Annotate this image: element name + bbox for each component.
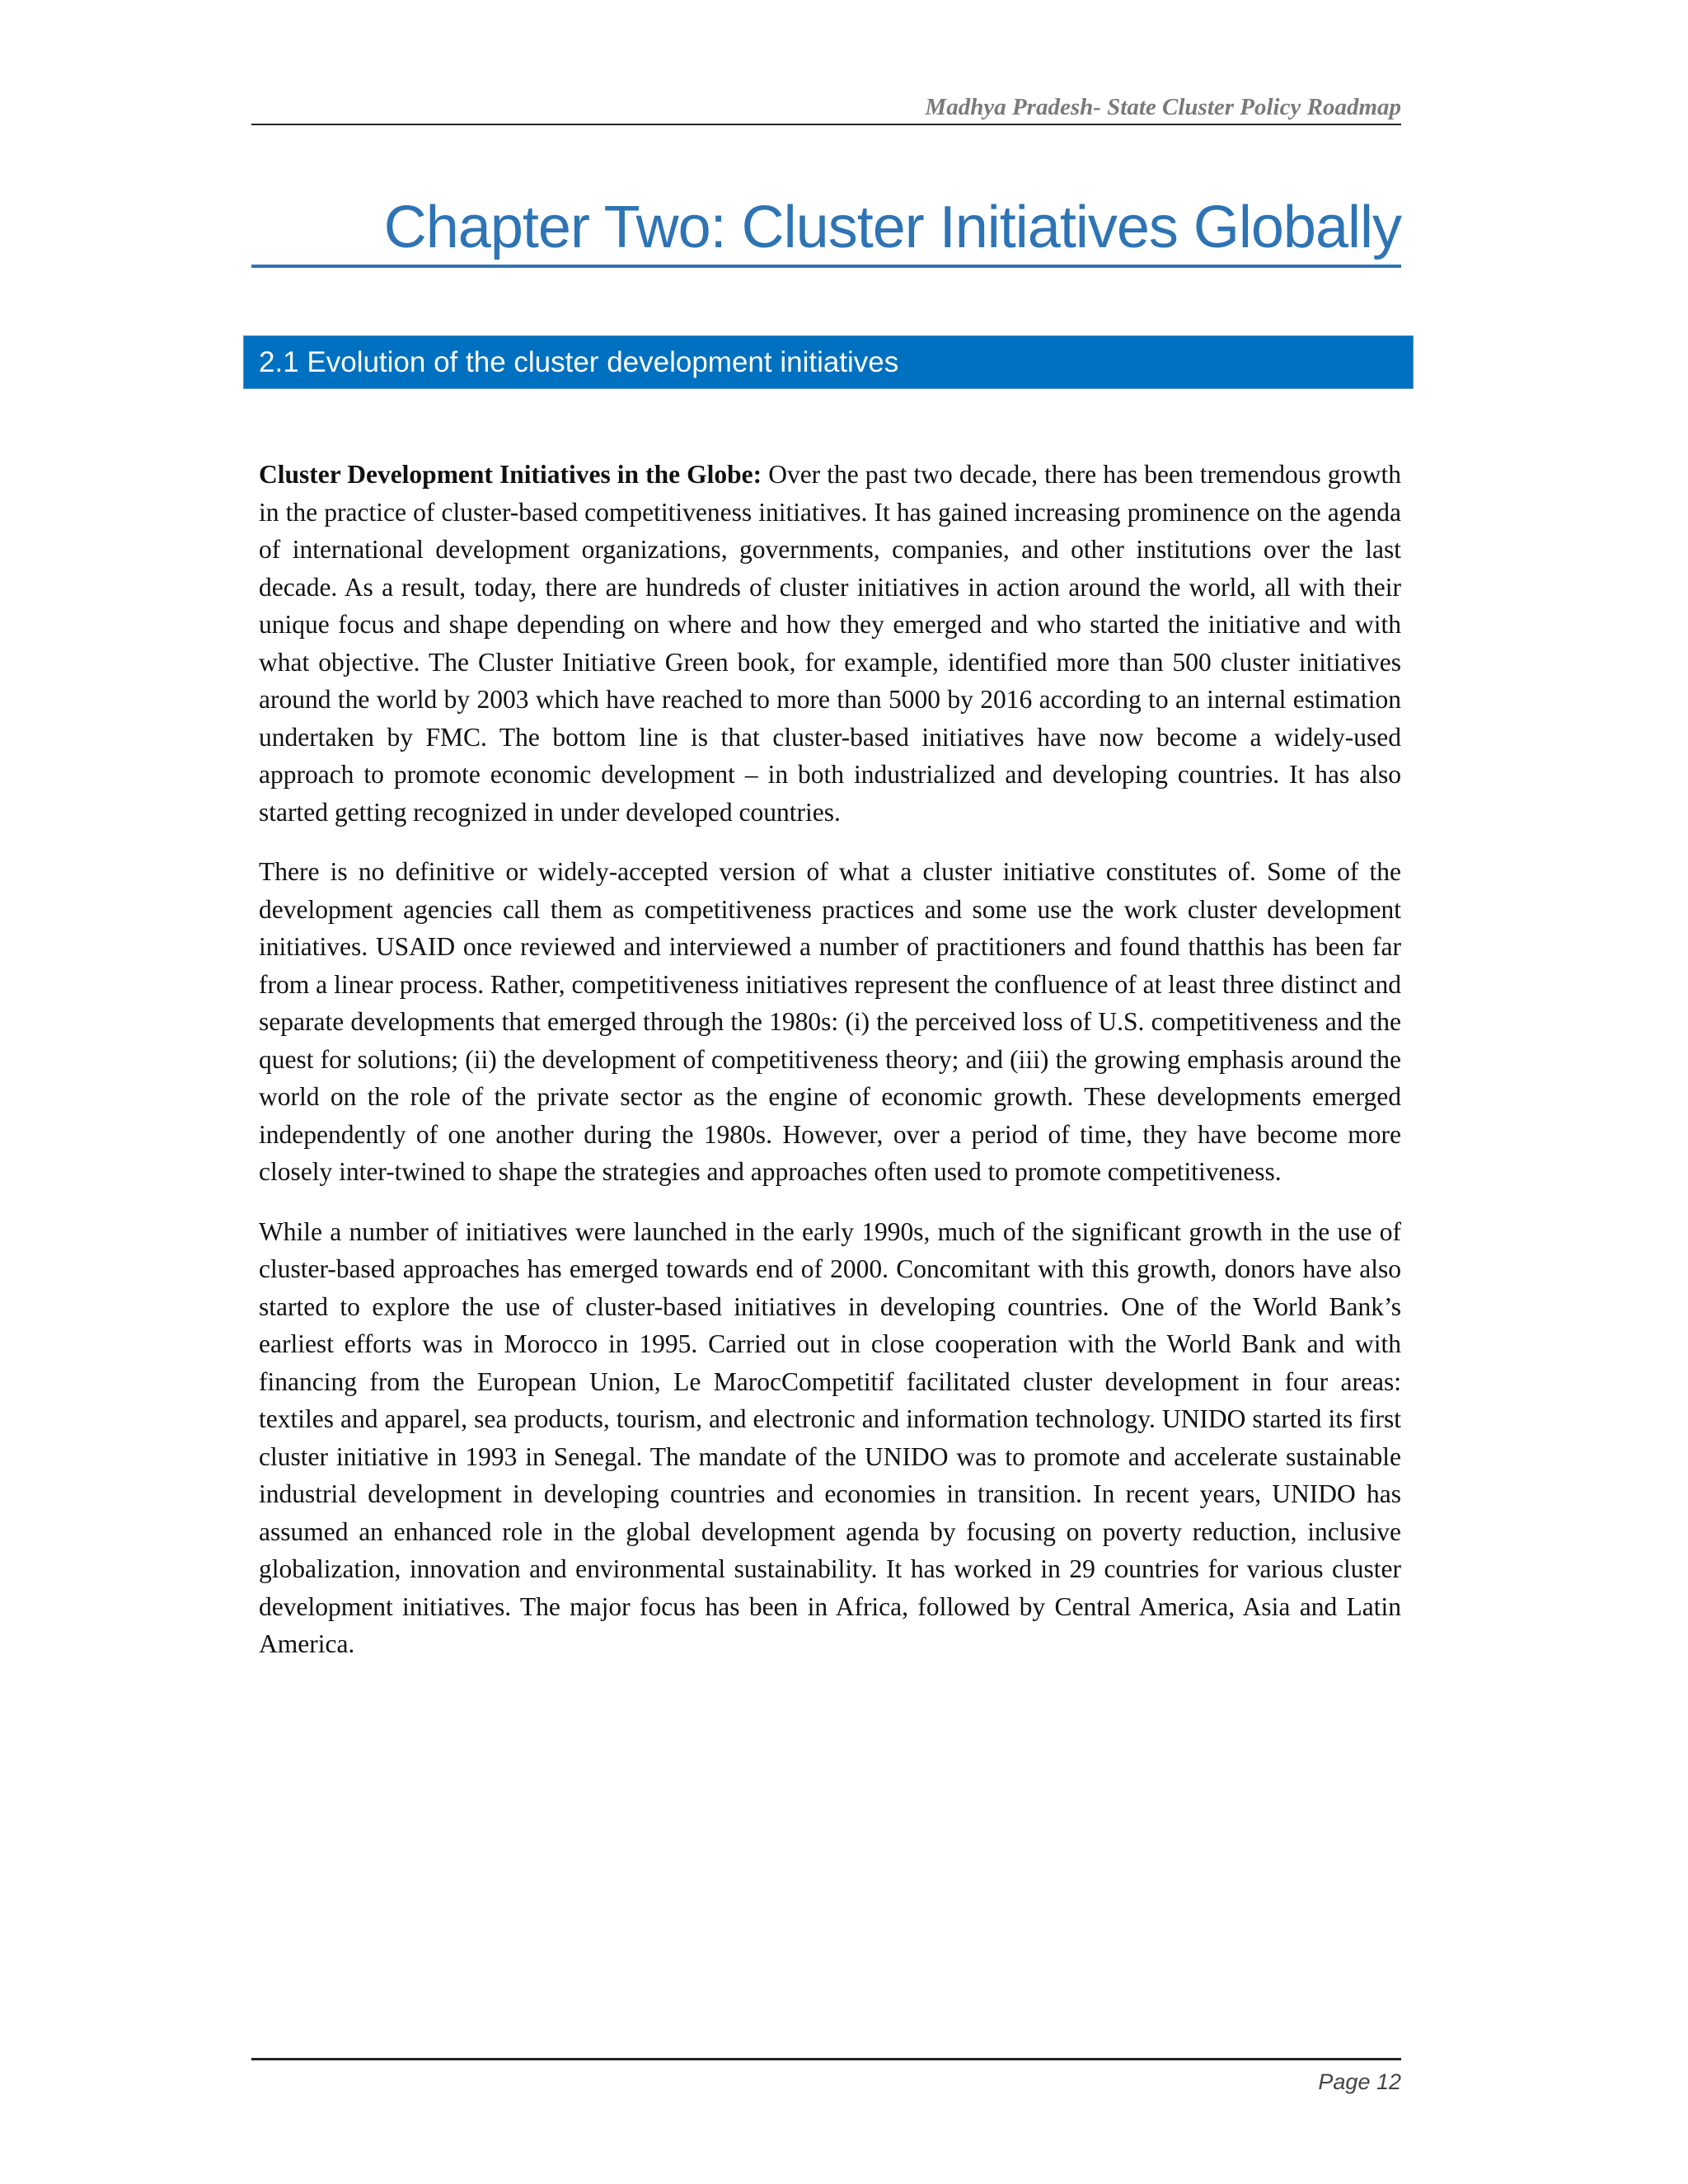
chapter-title-underline (251, 265, 1401, 268)
page-number: Page 12 (1318, 2069, 1401, 2094)
paragraph-1 (259, 456, 1401, 831)
section-heading-bar (243, 335, 1414, 389)
paragraph-3: While a number of initiatives were launched in the early 1990s, much of the significant growth in the use of cluster-based approaches has emerged towards end of 2000. Concomitant with this growth, donors have also started to explore the use of cluster-based initiatives in developing countries. One of the World Bank’s earliest efforts was in Morocco in 1995. Carried out in close cooperation with the World Bank and with financing from the European Union, Le MarocCompetitif facilitated cluster development in four areas: textiles and apparel, sea products, tourism, and electronic and information technology. UNIDO started its first cluster initiative in 1993 in Senegal. The mandate of the UNIDO was to promote and accelerate sustainable industrial development in developing countries and economies in transition. In recent years, UNIDO has assumed an enhanced role in the global development agenda by focusing on poverty reduction, inclusive globalization, innovation and environmental sustainability. It has worked in 29 countries for various cluster development initiatives. The major focus has been in Africa, followed by Central America, Asia and Latin America. (259, 1216, 1401, 1658)
section-title: 2.1 Evolution of the cluster development initiatives (259, 346, 899, 378)
paragraph-2: There is no definitive or widely-accepted version of what a cluster initiative constitutes of. Some of the development agencies call them as competitiveness practices and some use the work cluster development initiatives. USAID once reviewed and interviewed a number of practitioners and found thatthis has been far from a linear process. Rather, competitiveness initiatives represent the confluence of at least three distinct and separate developments that emerged through the 1980s: (i) the perceived loss of U.S. competitiveness and the quest for solutions; (ii) the development of competitiveness theory; and (iii) the growing emphasis around the world on the role of the private sector as the engine of economic growth. These developments emerged independently of one another during the 1980s. However, over a period of time, they have become more closely inter-twined to shape the strategies and approaches often used to promote competitiveness. (259, 857, 1401, 1186)
header-divider (251, 124, 1401, 125)
running-header: Madhya Pradesh- State Cluster Policy Roadmap (925, 94, 1401, 120)
footer-divider (251, 2058, 1401, 2060)
chapter-title: Chapter Two: Cluster Initiatives Globally (383, 194, 1401, 260)
body-text (259, 456, 1401, 1685)
paragraph-1-lead-term: Cluster Development Initiatives in the Globe: (259, 460, 762, 489)
paragraph-1-text: Over the past two decade, there has been tremendous growth in the practice of cluster-based competitiveness initiatives. It has gained increasing prominence on the agenda of international development organizations, governments, companies, and other institutions over the last decade. As a result, today, there are hundreds of cluster initiatives in action around the world, all with their unique focus and shape depending on where and how they emerged and who started the initiative and with what objective. The Cluster Initiative Green book, for example, identified more than 500 cluster initiatives around the world by 2003 which have reached to more than 5000 by 2016 according to an internal estimation undertaken by FMC. The bottom line is that cluster-based initiatives have now become a widely-used approach to promote economic development – in both industrialized and developing countries. It has also started getting recognized in under developed countries. (259, 460, 1401, 827)
